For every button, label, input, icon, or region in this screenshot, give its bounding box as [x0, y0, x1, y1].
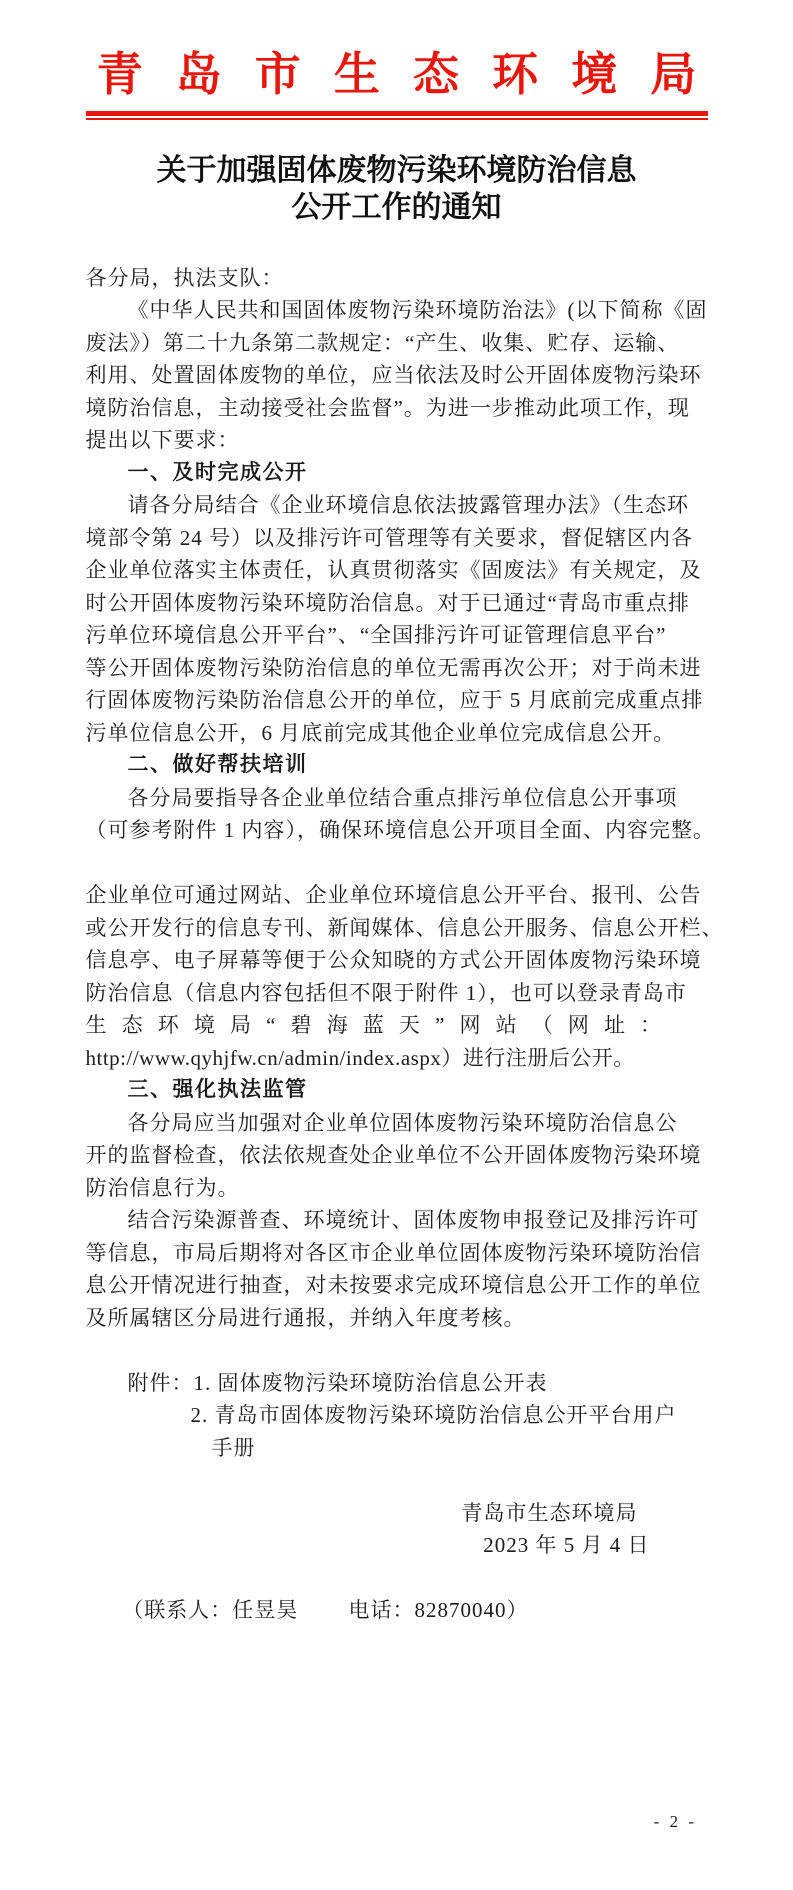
letterhead-agency-name: 青岛市生态环境局: [96, 49, 730, 100]
section-heading: 二、做好帮扶培训: [127, 753, 308, 777]
document-title: [0, 152, 793, 226]
signature-agency: 青岛市生态环境局: [461, 1500, 638, 1525]
text-line: 污单位信息公开，6 月底前完成其他企业单位完成信息公开。: [85, 720, 676, 745]
url-line: http://www.qyhjfw.cn/admin/index.aspx）进行注册后公开。: [85, 1045, 635, 1070]
text-line: 提出以下要求：: [85, 428, 240, 453]
text-line: 污单位环境信息公开平台”、“全国排污许可证管理信息平台”: [85, 623, 667, 648]
text-line: 或公开发行的信息专刊、新闻媒体、信息公开服务、信息公开栏、: [85, 915, 724, 940]
section-heading: 三、强化执法监管: [127, 1078, 308, 1102]
text-line: 信息亭、电子屏幕等便于公众知晓的方式公开固体废物污染环境: [85, 948, 702, 973]
blank-line: [86, 1464, 708, 1497]
page-number: - 2 -: [653, 1812, 697, 1831]
document-title-line2: 公开工作的通知: [291, 190, 502, 224]
section-heading: 一、及时完成公开: [127, 460, 308, 484]
text-line: 附件：1. 固体废物污染环境防治信息公开表: [127, 1370, 548, 1395]
text-line: 防治信息（信息内容包括但不限于附件 1），也可以登录青岛市: [85, 980, 687, 1005]
text-line: 生态环境局“碧海蓝天”网站（网址：: [85, 1013, 677, 1038]
text-line: 手册: [211, 1435, 256, 1460]
text-line: 2. 青岛市固体废物污染环境防治信息公开平台用户: [190, 1403, 677, 1428]
document-title-line1: 关于加强固体废物污染环境防治信息: [156, 153, 637, 187]
text-line: 及所属辖区分局进行通报，并纳入年度考核。: [85, 1305, 526, 1330]
blank-line: [86, 847, 708, 880]
text-line: 请各分局结合《企业环境信息依法披露管理办法》（生态环: [127, 493, 689, 518]
text-line: 境部令第 24 号）以及排污许可管理等有关要求，督促辖区内各: [85, 525, 693, 550]
signature-date: 2023 年 5 月 4 日: [483, 1533, 650, 1558]
text-line: 企业单位落实主体责任，认真贯彻落实《固废法》有关规定，及: [85, 558, 702, 583]
blank-line: [86, 1562, 708, 1595]
letterhead-double-rule: [86, 111, 708, 120]
text-line: 防治信息行为。: [85, 1175, 240, 1200]
text-line: 开的监督检查，依法依规查处企业单位不公开固体废物污染环境: [85, 1143, 702, 1168]
text-line: 各分局，执法支队：: [85, 265, 284, 290]
text-line: 企业单位可通过网站、企业单位环境信息公开平台、报刊、公告: [85, 883, 702, 908]
blank-line: [86, 1334, 708, 1367]
document-body: [85, 262, 724, 1627]
text-line: 等信息，市局后期将对各区市企业单位固体废物污染环境防治信: [85, 1240, 702, 1265]
text-line: 行固体废物污染防治信息公开的单位，应于 5 月底前完成重点排: [85, 688, 704, 713]
text-line: （可参考附件 1 内容），确保环境信息公开项目全面、内容完整。: [85, 818, 715, 843]
text-line: 废法》）第二十九条第二款规定：“产生、收集、贮存、运输、: [85, 330, 680, 355]
text-line: 息公开情况进行抽查，对未按要求完成环境信息公开工作的单位: [85, 1273, 702, 1298]
text-line: 时公开固体废物污染环境防治信息。对于已通过“青岛市重点排: [85, 590, 690, 615]
text-line: 各分局应当加强对企业单位固体废物污染环境防治信息公: [127, 1110, 678, 1135]
text-line: 各分局要指导各企业单位结合重点排污单位信息公开事项: [127, 785, 678, 810]
contact-line: （联系人：任昱昊 电话：82870040）: [122, 1598, 529, 1623]
text-line: 等公开固体废物污染防治信息的单位无需再次公开；对于尚未进: [85, 655, 702, 680]
text-line: 境防治信息，主动接受社会监督”。为进一步推动此项工作，现: [85, 395, 690, 420]
text-line: 利用、处置固体废物的单位，应当依法及时公开固体废物污染环: [85, 363, 702, 388]
text-line: 《中华人民共和国固体废物污染环境防治法》(以下简称《固: [127, 298, 708, 323]
text-line: 结合污染源普查、环境统计、固体废物申报登记及排污许可: [127, 1208, 700, 1233]
